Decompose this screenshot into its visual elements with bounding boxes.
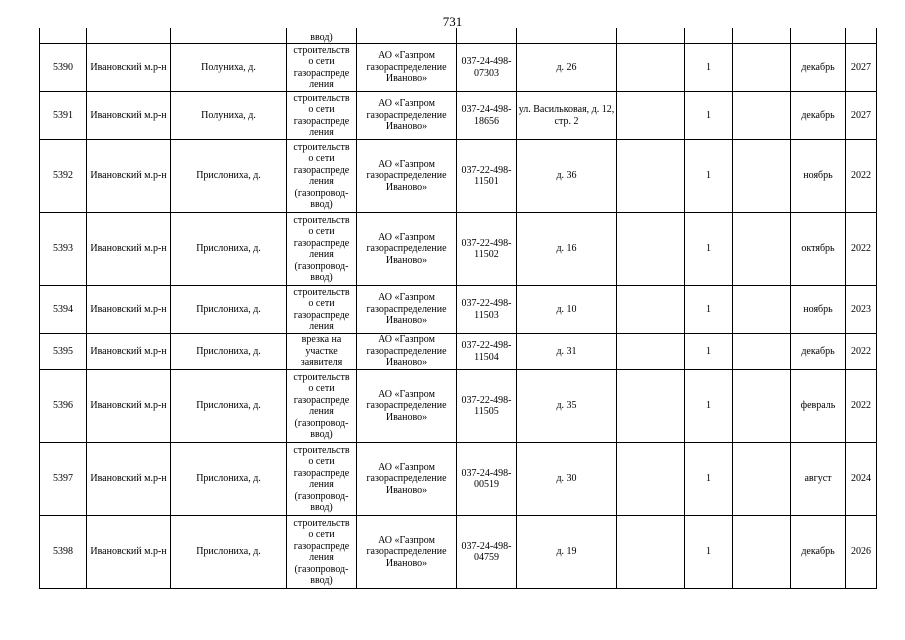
code-cell: 037-24-498-00519	[457, 443, 517, 516]
empty-cell	[617, 44, 685, 92]
empty-cell	[617, 286, 685, 334]
code-cell: 037-24-498-18656	[457, 92, 517, 140]
empty-cell	[733, 140, 791, 213]
row-number-cell: 5394	[40, 286, 87, 334]
organization-cell: АО «Газпром газораспределение Иваново»	[357, 92, 457, 140]
month-cell: декабрь	[791, 44, 846, 92]
page-number: 731	[442, 14, 463, 29]
quantity-cell: 1	[685, 443, 733, 516]
empty-cell	[617, 140, 685, 213]
quantity-cell: 1	[685, 92, 733, 140]
district-cell: Ивановский м.р-н	[87, 443, 171, 516]
code-cell: 037-22-498-11504	[457, 334, 517, 370]
year-cell: 2022	[846, 334, 877, 370]
code-cell: 037-22-498-11505	[457, 370, 517, 443]
quantity-cell: 1	[685, 213, 733, 286]
month-cell: ноябрь	[791, 286, 846, 334]
work-type-cell: строительств о сети газораспреде ления (газопровод- ввод)	[287, 516, 357, 589]
work-type-cell: строительств о сети газораспреде ления (газопровод- ввод)	[287, 213, 357, 286]
address-cell: д. 30	[517, 443, 617, 516]
empty-cell	[733, 516, 791, 589]
settlement-cell: Полуниха, д.	[171, 44, 287, 92]
organization-cell: АО «Газпром газораспределение Иваново»	[357, 213, 457, 286]
settlement-cell: Полуниха, д.	[171, 92, 287, 140]
gasification-table	[39, 28, 877, 589]
continuation-row	[40, 28, 877, 44]
code-cell: 037-22-498-11501	[457, 140, 517, 213]
table-row	[40, 516, 877, 589]
quantity-cell: 1	[685, 370, 733, 443]
district-cell: Ивановский м.р-н	[87, 44, 171, 92]
settlement-cell: Прислониха, д.	[171, 370, 287, 443]
table-row	[40, 44, 877, 92]
year-cell: 2027	[846, 92, 877, 140]
empty-cell	[733, 370, 791, 443]
organization-cell: АО «Газпром газораспределение Иваново»	[357, 443, 457, 516]
empty-cell	[733, 334, 791, 370]
row-number-cell: 5396	[40, 370, 87, 443]
settlement-cell: Прислониха, д.	[171, 140, 287, 213]
organization-cell: АО «Газпром газораспределение Иваново»	[357, 370, 457, 443]
work-type-cell: строительств о сети газораспреде ления (газопровод- ввод)	[287, 140, 357, 213]
table-row	[40, 370, 877, 443]
empty-cell	[733, 92, 791, 140]
year-cell: 2027	[846, 44, 877, 92]
month-cell: ноябрь	[791, 140, 846, 213]
row-number-cell: 5393	[40, 213, 87, 286]
quantity-cell: 1	[685, 334, 733, 370]
table-row	[40, 140, 877, 213]
month-cell: декабрь	[791, 516, 846, 589]
settlement-cell: Прислониха, д.	[171, 334, 287, 370]
settlement-cell: Прислониха, д.	[171, 443, 287, 516]
quantity-cell: 1	[685, 140, 733, 213]
empty-cell	[617, 443, 685, 516]
row-number-cell: 5391	[40, 92, 87, 140]
table-row	[40, 92, 877, 140]
table-row	[40, 443, 877, 516]
year-cell: 2023	[846, 286, 877, 334]
address-cell: д. 19	[517, 516, 617, 589]
address-cell: д. 16	[517, 213, 617, 286]
district-cell: Ивановский м.р-н	[87, 370, 171, 443]
work-type-cell: ввод)	[287, 28, 357, 44]
table-row	[40, 334, 877, 370]
empty-cell	[733, 443, 791, 516]
empty-cell	[733, 213, 791, 286]
year-cell: 2022	[846, 140, 877, 213]
district-cell: Ивановский м.р-н	[87, 140, 171, 213]
month-cell: октябрь	[791, 213, 846, 286]
empty-cell	[617, 334, 685, 370]
work-type-cell: строительств о сети газораспреде ления	[287, 44, 357, 92]
empty-cell	[733, 286, 791, 334]
address-cell: д. 35	[517, 370, 617, 443]
empty-cell	[617, 92, 685, 140]
quantity-cell: 1	[685, 516, 733, 589]
organization-cell: АО «Газпром газораспределение Иваново»	[357, 286, 457, 334]
work-type-cell: строительств о сети газораспреде ления	[287, 92, 357, 140]
year-cell: 2026	[846, 516, 877, 589]
row-number-cell: 5392	[40, 140, 87, 213]
code-cell: 037-24-498-04759	[457, 516, 517, 589]
empty-cell	[733, 44, 791, 92]
address-cell: д. 31	[517, 334, 617, 370]
address-cell: д. 36	[517, 140, 617, 213]
quantity-cell: 1	[685, 286, 733, 334]
work-type-cell: строительств о сети газораспреде ления (газопровод- ввод)	[287, 443, 357, 516]
work-type-cell: строительств о сети газораспреде ления (газопровод- ввод)	[287, 370, 357, 443]
settlement-cell: Прислониха, д.	[171, 286, 287, 334]
row-number-cell: 5398	[40, 516, 87, 589]
empty-cell	[617, 516, 685, 589]
district-cell: Ивановский м.р-н	[87, 286, 171, 334]
organization-cell: АО «Газпром газораспределение Иваново»	[357, 334, 457, 370]
organization-cell: АО «Газпром газораспределение Иваново»	[357, 140, 457, 213]
row-number-cell: 5395	[40, 334, 87, 370]
table-row	[40, 286, 877, 334]
organization-cell: АО «Газпром газораспределение Иваново»	[357, 44, 457, 92]
month-cell: декабрь	[791, 92, 846, 140]
month-cell: февраль	[791, 370, 846, 443]
month-cell: декабрь	[791, 334, 846, 370]
code-cell: 037-22-498-11502	[457, 213, 517, 286]
code-cell: 037-24-498-07303	[457, 44, 517, 92]
month-cell: август	[791, 443, 846, 516]
empty-cell	[617, 370, 685, 443]
district-cell: Ивановский м.р-н	[87, 213, 171, 286]
settlement-cell: Прислониха, д.	[171, 213, 287, 286]
settlement-cell: Прислониха, д.	[171, 516, 287, 589]
district-cell: Ивановский м.р-н	[87, 516, 171, 589]
work-type-cell: врезка на участке заявителя	[287, 334, 357, 370]
year-cell: 2022	[846, 370, 877, 443]
district-cell: Ивановский м.р-н	[87, 334, 171, 370]
table-row	[40, 213, 877, 286]
code-cell: 037-22-498-11503	[457, 286, 517, 334]
address-cell: д. 10	[517, 286, 617, 334]
row-number-cell: 5397	[40, 443, 87, 516]
empty-cell	[617, 213, 685, 286]
year-cell: 2022	[846, 213, 877, 286]
organization-cell: АО «Газпром газораспределение Иваново»	[357, 516, 457, 589]
address-cell: д. 26	[517, 44, 617, 92]
quantity-cell: 1	[685, 44, 733, 92]
work-type-cell: строительств о сети газораспреде ления	[287, 286, 357, 334]
address-cell: ул. Васильковая, д. 12, стр. 2	[517, 92, 617, 140]
district-cell: Ивановский м.р-н	[87, 92, 171, 140]
row-number-cell: 5390	[40, 44, 87, 92]
year-cell: 2024	[846, 443, 877, 516]
